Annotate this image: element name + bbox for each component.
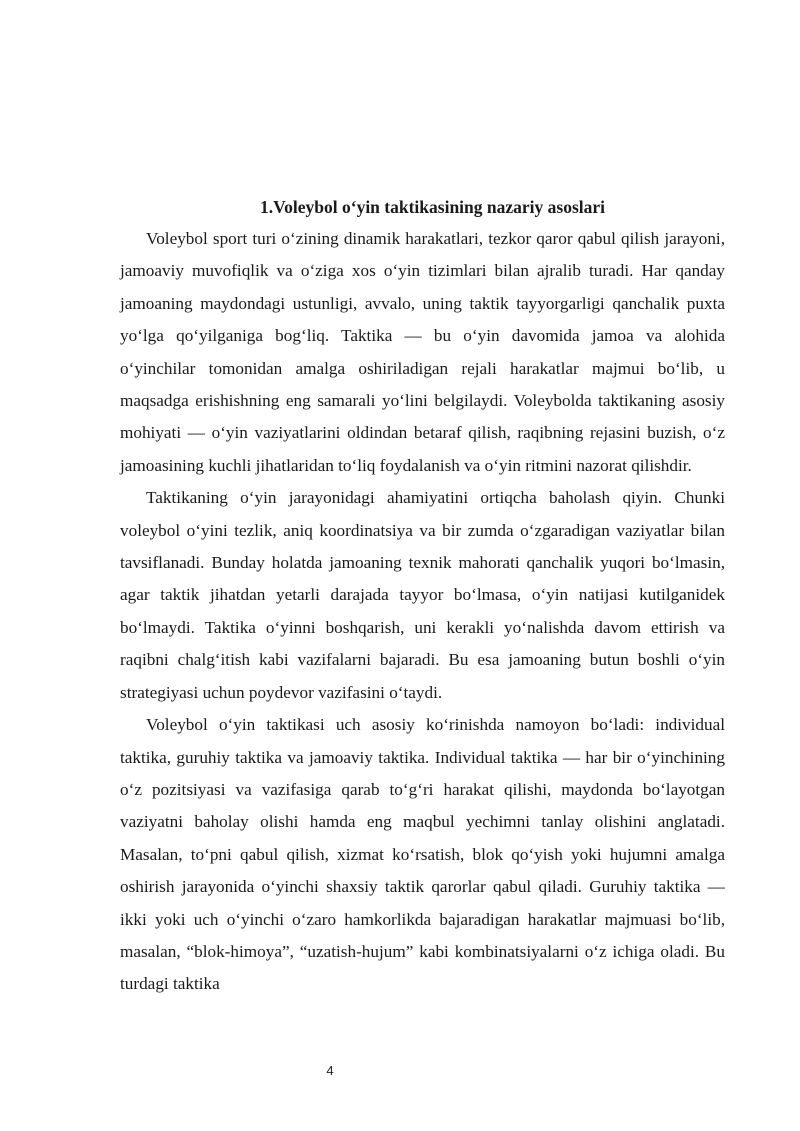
paragraph-2: Taktikaning o‘yin jarayonidagi ahamiyatini ortiqcha baholash qiyin. Chunki voleybol o‘yini tezlik, aniq koordinatsiya va bir zumda o‘zgaradigan vaziyatlar bilan tavsiflanadi. Bunday holatda jamoaning texnik mahorati qanchalik yuqori bo‘lmasin, agar taktik jihatdan yetarli darajada tayyor bo‘lmasa, o‘yin natijasi kutilganidek bo‘lmaydi. Taktika o‘yinni boshqarish, uni kerakli yo‘nalishda davom ettirish va raqibni chalg‘itish kabi vazifalarni bajaradi. Bu esa jamoaning butun boshli o‘yin strategiyasi uchun poydevor vazifasini o‘taydi. bbox=[120, 488, 725, 702]
document-page bbox=[120, 191, 725, 1001]
page-number: 4 bbox=[326, 1063, 334, 1078]
section-title: 1.Voleybol o‘yin taktikasining nazariy asoslari bbox=[259, 197, 606, 217]
paragraph-1: Voleybol sport turi o‘zining dinamik harakatlari, tezkor qaror qabul qilish jarayoni, jamoaviy muvofiqlik va o‘ziga xos o‘yin tizimlari bilan ajralib turadi. Har qanday jamoaning maydondagi ustunligi, avvalo, uning taktik tayyorgarligi qanchalik puxta yo‘lga qo‘yilganiga bog‘liq. Taktika — bu o‘yin davomida jamoa va alohida o‘yinchilar tomonidan amalga oshiriladigan rejali harakatlar majmui bo‘lib, u maqsadga erishishning eng samarali yo‘lini belgilaydi. Voleybolda taktikaning asosiy mohiyati — o‘yin vaziyatlarini oldindan betaraf qilish, raqibning rejasini buzish, o‘z jamoasining kuchli jihatlaridan to‘liq foydalanish va o‘yin ritmini nazorat qilishdir. bbox=[120, 229, 725, 475]
paragraph-3: Voleybol o‘yin taktikasi uch asosiy ko‘rinishda namoyon bo‘ladi: individual taktika, guruhiy taktika va jamoaviy taktika. Individual taktika — har bir o‘yinchining o‘z pozitsiyasi va vazifasiga qarab to‘g‘ri harakat qilishi, maydonda bo‘layotgan vaziyatni baholay olishi hamda eng maqbul yechimni tanlay olishini anglatadi. Masalan, to‘pni qabul qilish, xizmat ko‘rsatish, blok qo‘yish yoki hujumni amalga oshirish jarayonida o‘yinchi shaxsiy taktik qarorlar qabul qiladi. Guruhiy taktika — ikki yoki uch o‘yinchi o‘zaro hamkorlikda bajaradigan harakatlar majmuasi bo‘lib, masalan, “blok-himoya”, “uzatish-hujum” kabi kombinatsiyalarni o‘z ichiga oladi. Bu turdagi taktika bbox=[120, 715, 725, 994]
